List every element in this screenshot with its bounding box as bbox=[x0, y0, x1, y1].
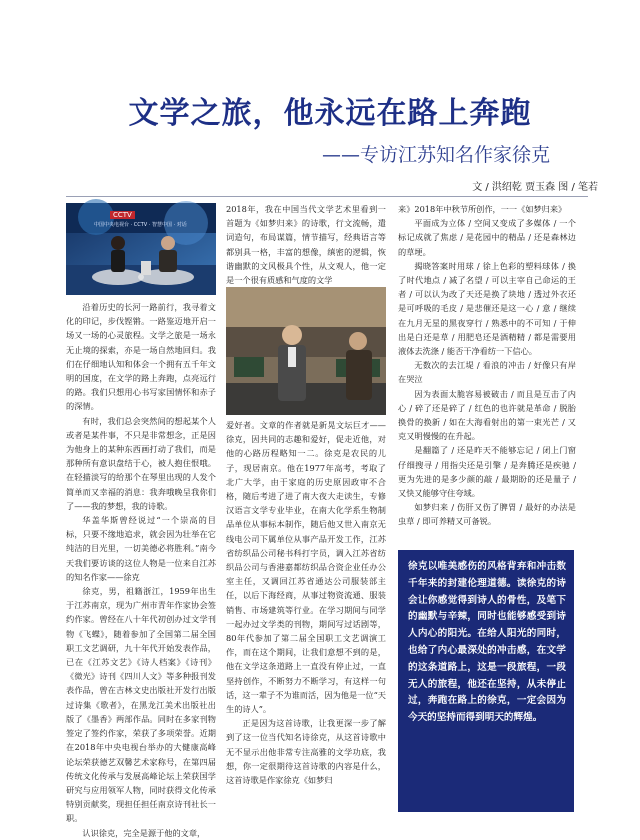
poem-stanza: 平面成为立体 / 空间又变成了多媒体 / 一个标记成就了焦虑 / 是花园中的精品 / 还是森林边的草埂。 bbox=[398, 218, 576, 257]
article-subtitle: ——专访江苏知名作家徐克 bbox=[321, 144, 550, 166]
article-column-3-poem bbox=[398, 202, 576, 542]
paragraph: 爱好者。文章的作者就是新晃文坛巨才——徐克，因共同的志趣和爱好，促走近他，对他的心路历程略知一二。徐克是农民的儿子，现居南京。他在1977年高考，考取了北广大学，由于家庭的历史原因政审不合格，随后考进了进了南大夜大走读生，专修汉语言文学专业毕业，在南大化学系生物制品单位从事标本制作，随后他又世入南京无线电公司下属单位从事产品开发工作，江苏省纺织品公司秘书科打字员，调入江苏省纺织品公司与香港嘉都纺织品合资企业任办公室主任，又调回江苏省通达公司服装部主任，以后下海经商，从事过物资流通、服装销售、市场建筑等行业。在学习期间与同学一起办过文学类的刊物，期间写过话剧等，80年代参加了第二届全国职工文艺调演工作，而在这个期间，让我们意想不到的是，他在文学这条道路上一直没有停止过，一直坚持创作，不断努力不断学习，有这样一句话，这一辈子不为谁而活，因为他是一位“天生的诗人”。 bbox=[226, 420, 386, 715]
paragraph: 认识徐克，完全是源于他的文章， bbox=[82, 827, 206, 838]
article-column-1 bbox=[66, 300, 216, 838]
poem-stanza: 揭晓答案时用球 / 徐上色彩的塑料球体 / 换了时代地点 / 减了名望 / 可以主宰自己命运的王者 / 可以认为改了天还是换了块地 / 透过外衣还是可呼吸的毛皮 / 是悲催还是这一心 / 意 / 继续在九月无星的黑夜穿行 / 熟悉中的不可知 / 于伸出是白还是草 / 用肥皂还是酒精精 / 都是需要用液体去洗涤 / 能否干净看纺一下信心。 bbox=[398, 260, 576, 357]
poem-stanza: 因为表面太脆容易被破击 / 而且是互击了内心 / 碎了还是碎了 / 红色的也许就是革命 / 脱胎换骨的换新 / 如在大海看射出的第一束光芒 / 又克又明慢慢的在升起。 bbox=[398, 388, 576, 442]
tv-caption: 中国中央电视台 · CCTV · 智慧中国 · 对话 bbox=[94, 222, 187, 228]
paragraph: 华盖华斯曾经说过“一个崇高的目标，只要不缘地追求，就会因为壮举在它纯洁的目光里，一切美德必将胜利。”南今天我们要访谈的这位人物是一位来自江苏的知名作家——徐克 bbox=[66, 515, 216, 582]
poem-stanza: 是翻篇了 / 还是昨天不能够忘记 / 闭上门窗仔细搜寻 / 用指尖还是引擎 / 是奔腾还是疾驰 / 更为先进的是多少颜的敲 / 最期盼的还是量子 / 又快又能够守住夸域。 bbox=[398, 445, 576, 499]
poem-stanza: 如梦归来 / 伤肝又伤了脾胃 / 最好的办法是虫草 / 即可养精又可备锐。 bbox=[398, 502, 576, 527]
article-byline: 文 / 洪绍乾 贾玉森 图 / 笔若 bbox=[472, 182, 598, 193]
paragraph: 2018年，我在中国当代文学艺术里看到一首题为《如梦归来》的诗歌，行文流畅，遣词造句，布局谋篇，情节描写，经典语言等都别具一格，丰富的想像，缜密的逻辑，恢谐幽默的文风极具个性，从文观人，他一定是一个很有质感和气度的文学 bbox=[226, 204, 386, 286]
pull-quote-box bbox=[398, 550, 574, 812]
ceremony-image bbox=[226, 287, 386, 415]
header-divider bbox=[66, 196, 588, 197]
paragraph: 沿着历史的长河一路前行，我寻着文化的印记，步伐铿锵。一路鉴迈地开启一场又一场的心灵旅程。文学之旅是一场永无止境的探索，亦是一场自然地回归。我们在仔细地认知和体会一个拥有五千年文明的国度，在文学的路上奔跑，点亮远行的路。我们只想用心书写家国情怀和赤子的深情。 bbox=[66, 302, 216, 412]
tv-interview-photo bbox=[66, 203, 216, 295]
poem-stanza: 无数次的去江堤 / 看浪的冲击 / 好像只有岸在哭泣 bbox=[398, 360, 576, 385]
cctv-badge: CCTV bbox=[110, 211, 135, 219]
pull-quote-text: 徐克以唯美感伤的风格背弃和冲击数千年来的封建伦理道德。读徐克的诗会让你感觉得到诗人的骨性，及笔下的幽默与辛辣，同时也能够感受到诗人内心的阳光。在给人阳光的同时，也给了内心最深处的冲击感，在文学的这条道路上，这是一段旅程，一段无人的旅程，他还在坚持，从未停止过，奔跑在路上的徐克，一定会因为今天的坚持而得到明天的辉煌。 bbox=[408, 561, 566, 724]
article-column-2-top bbox=[226, 202, 386, 284]
article-title: 文学之旅，他永远在路上奔跑 bbox=[128, 96, 532, 131]
paragraph: 正是因为这首诗歌，让我更深一步了解到了这一位当代知名诗徐克，从这首诗歌中无不显示出他非常专注高雅的文学功底，我想，你一定很期待这首诗歌的内容是什么，这首诗歌是作家徐克《如梦归 bbox=[226, 718, 386, 786]
article-column-2-bottom bbox=[226, 418, 386, 798]
poem-stanza: 来》2018年中秋节所创作，一一《如梦归来》 bbox=[398, 204, 567, 214]
award-ceremony-photo bbox=[226, 287, 386, 415]
paragraph: 徐克，男，祖籍浙江，1959年出生于江苏南京，现为广州市青年作家协会签约作家。曾经在八十年代初创办过文学刊物《飞蝶》，随着参加了全国第二届全国职工文艺调研，九十年代开始发表作品，已在《江苏文艺》《诗人档案》《诗刊》《微光》诗刊《四川人文》等多种报刊发表作品，曾在吉林文史出版社开发行出版过诗集《歌者》，在黑龙江美术出版社出版了《墨香》两部作品。同时在多家刊物签定了签约作家，荣获了多项荣誉。近期在2018年中央电视台举办的大健康高峰论坛荣获德艺双馨艺术家称号，在第四届传统文化传承与发展高峰论坛上荣获国学研究与应用领军人物，同时获得文化传承特别贡献奖，现担任担任南京诗刊社长一职。 bbox=[66, 586, 216, 824]
tv-studio-image bbox=[66, 203, 216, 295]
paragraph: 有时，我们总会突然间的想起某个人或者是某件事，不只是非常想念，正是因为他身上的某种东西画打动了我们，而是那种所有意识盘结于心，被人抱住恨哦。在轻描淡写的给那个在琴里出现的人发个简单而又幸福的消息：我奔哦晚呈我你们了——我的梦想，我的诗歌。 bbox=[66, 415, 216, 511]
